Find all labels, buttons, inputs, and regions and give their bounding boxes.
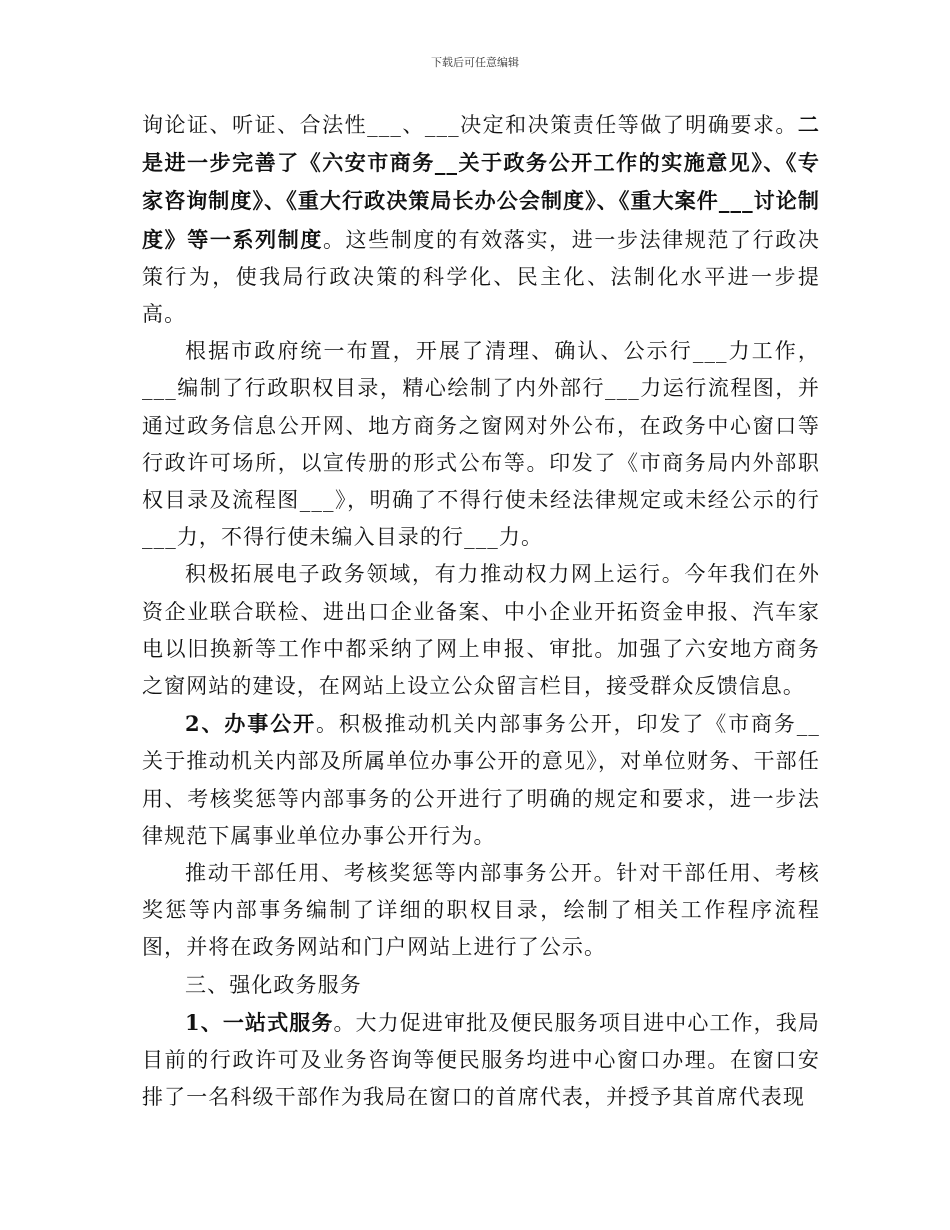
- text-segment: 积极拓展电子政务领域，有力推动权力网上运行。今年我们在外资企业联合联检、进出口企业备案、中小企业开拓资金申报、汽车家电以旧换新等工作中都采纳了网上申报、审批。加强了六安地方商务之窗网站的建设，在网站上设立公众留言栏目，接受群众反馈信息。: [142, 562, 820, 699]
- paragraph-4: [142, 705, 820, 855]
- bold-segment: 2、办事公开: [185, 711, 316, 737]
- document-body: [142, 106, 820, 1116]
- bold-segment: 1、一站式服务: [185, 1009, 334, 1035]
- paragraph-2: [142, 333, 820, 556]
- text-segment: 。积极推动机关内部事务公开，印发了《市商务__关于推动机关内部及所属单位办事公开的意见》，对单位财务、干部任用、考核奖惩等内部事务的公开进行了明确的规定和要求，进一步法律规范下属事业单位办事公开行为。: [142, 712, 820, 848]
- text-segment: 。这些制度的有效落实，进一步法律规范了行政决策行为，使我局行政决策的科学化、民主化、法制化水平进一步提高。: [142, 227, 820, 327]
- paragraph-1: [142, 106, 820, 333]
- section-heading: [142, 967, 820, 1004]
- paragraph-3: [142, 556, 820, 705]
- paragraph-7: [142, 1004, 820, 1117]
- text-segment: 推动干部任用、考核奖惩等内部事务公开。针对干部任用、考核奖惩等内部事务编制了详细的职权目录，绘制了相关工作程序流程图，并将在政务网站和门户网站上进行了公示。: [142, 861, 820, 960]
- heading-text: 三、强化政务服务: [185, 972, 362, 997]
- text-segment: 根据市政府统一布置，开展了清理、确认、公示行___力工作，___编制了行政职权目录，精心绘制了内外部行___力运行流程图，并通过政务信息公开网、地方商务之窗网对外公布，在政务中心窗口等行政许可场所，以宣传册的形式公布等。印发了《市商务局内外部职权目录及流程图___》，明确了不得行使未经法律规定或未经公示的行___力，不得行使未编入目录的行___力。: [142, 339, 820, 550]
- page-header: 下载后可任意编辑: [431, 56, 519, 69]
- text-segment: 询论证、听证、合法性___、___决定和决策责任等做了明确要求。: [142, 113, 798, 137]
- text-segment: 。大力促进审批及便民服务项目进中心工作，我局目前的行政许可及业务咨询等便民服务均进中心窗口办理。在窗口安排了一名科级干部作为我局在窗口的首席代表，并授予其首席代表现: [142, 1010, 820, 1110]
- paragraph-5: [142, 855, 820, 967]
- bold-segment: 二是进一步完善了《六安市商务__关于政务公开工作的实施意见》、《专家咨询制度》、《重大行政决策局长办公会制度》、《重大案件___讨论制度》等一系列制度: [142, 112, 820, 252]
